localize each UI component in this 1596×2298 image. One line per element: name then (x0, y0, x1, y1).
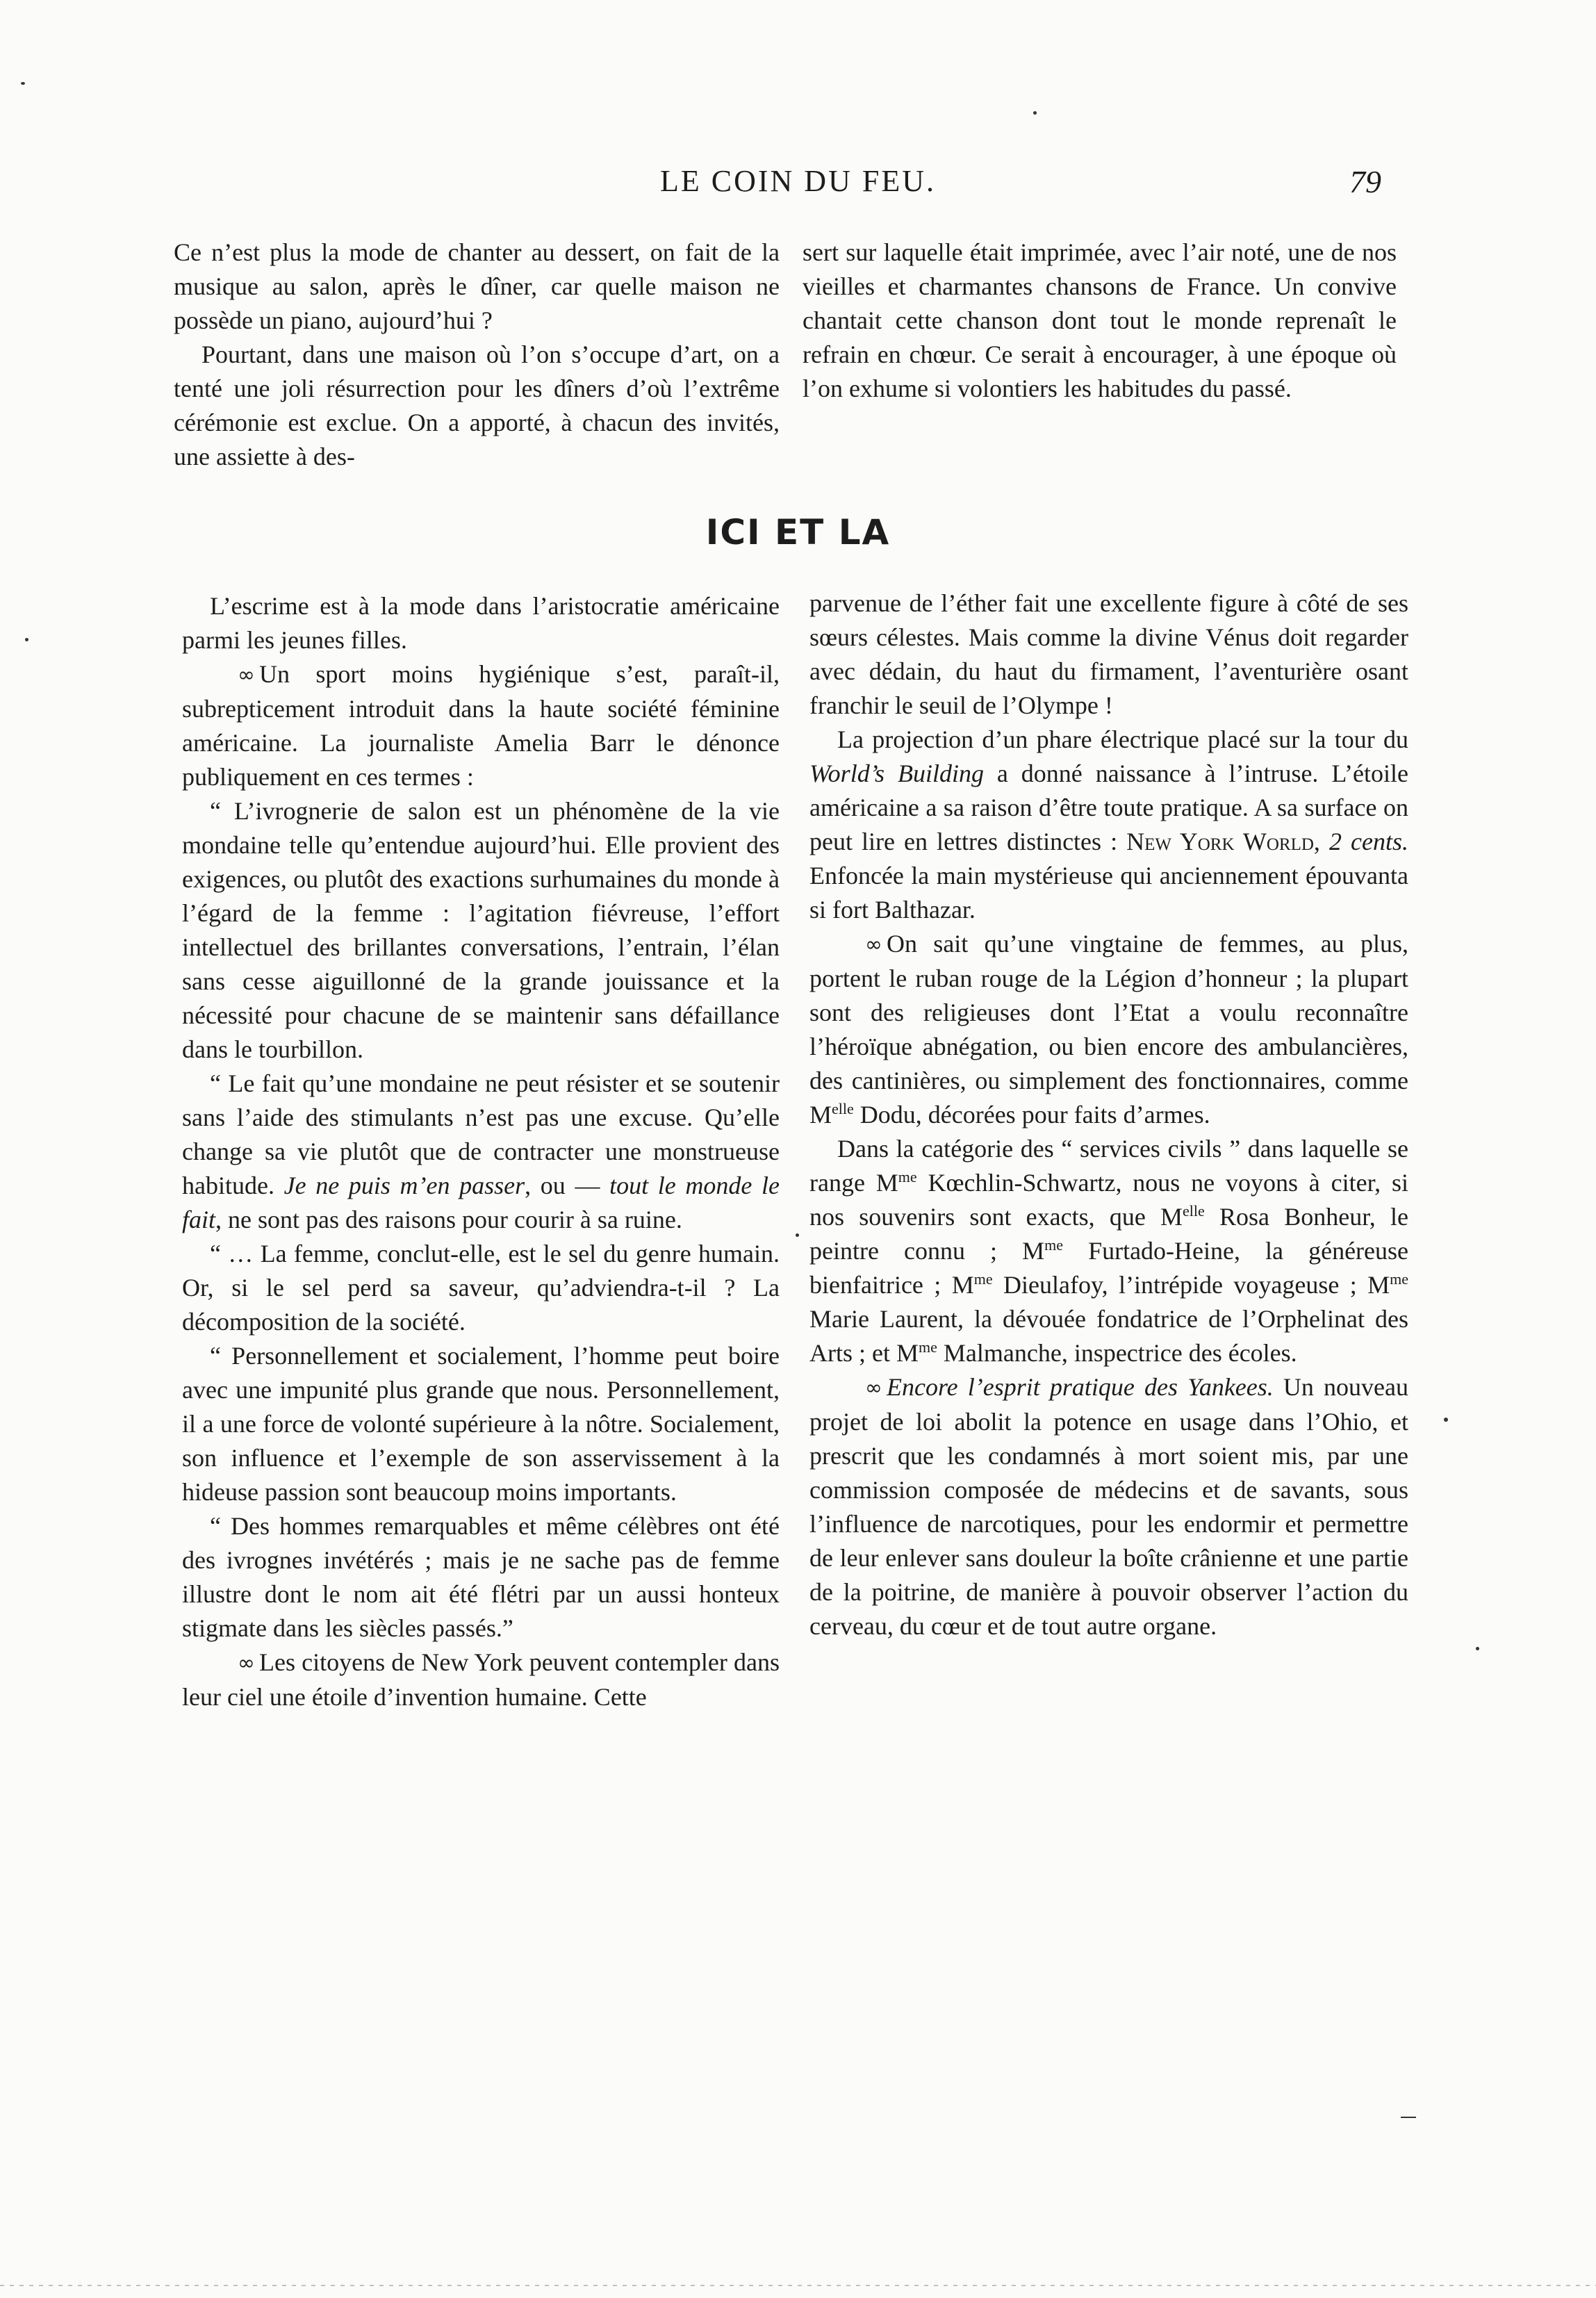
separator-ornament: ∞ (238, 1651, 255, 1675)
paragraph: “ Le fait qu’une mondaine ne peut résister et se soutenir sans l’aide des stimulants n’est pas une excuse. Qu’elle change sa vie plutôt que de contracter une monstrueuse habitude. Je ne puis m’en passer, ou — tout le monde le fait, ne sont pas des raisons pour courir à sa ruine. (182, 1069, 780, 1233)
scan-speck (1401, 2117, 1416, 2118)
paragraph: ∞ On sait qu’une vingtaine de femmes, au plus, portent le ruban rouge de la Légion d’honneur ; la plupart sont des religieuses dont l’Etat a voulu reconnaître l’héroïque abnégation, ou bien encore des ambulancières, des cantinières, ou simplement des fonctionnaires, comme $M^{elle}$ Dodu, décorées pour faits d’armes. (809, 927, 1408, 1132)
running-title: LE COIN DU FEU. (660, 164, 936, 198)
scan-speck (21, 82, 25, 85)
paragraph: parvenue de l’éther fait une excellente figure à côté de ses sœurs célestes. Mais comme la divine Vénus doit regarder avec dédain, du haut du firmament, l’aventurière osant franchir le seuil de l’Olympe ! (809, 589, 1408, 719)
paragraph: “ … La femme, conclut-elle, est le sel du genre humain. Or, si le sel perd sa saveur, qu’adviendra-t-il ? La décomposition de la société. (182, 1240, 780, 1336)
paragraph: “ Personnellement et socialement, l’homme peut boire avec une impunité plus grande que nous. Personnellement, il a une force de volonté supérieure à la nôtre. Socialement, son influence et l’exemple de son asservissement à la hideuse passion sont beaucoup moins importants. (182, 1342, 780, 1506)
paragraph: “ L’ivrognerie de salon est un phénomène de la vie mondaine telle qu’entendue aujourd’hui. Elle provient des exigences, ou plutôt des exactions surhumaines du monde à l’égard de la femme : l’agitation fiévreuse, l’effort intellectuel des brillantes conversations, l’entrain, l’élan sans cesse aiguillonné de la grande jouissance et la nécessité pour chacune de se maintenir sans défaillance dans le tourbillon. (182, 797, 780, 1063)
paragraph: Ce n’est plus la mode de chanter au dessert, on fait de la musique au salon, après le dîner, car quelle maison ne possède un piano, aujourd’hui ? (174, 238, 780, 334)
separator-ornament: ∞ (865, 1376, 882, 1400)
small-caps-phrase: New York World, (1126, 828, 1320, 855)
paragraph: La projection d’un phare électrique placé sur la tour du World’s Building a donné naissance à l’intruse. L’étoile américaine a sa raison d’être toute pratique. A sa surface on peut lire en lettres distinctes : New York World, 2 cents. Enfoncée la main mystérieuse qui anciennement épouvanta si fort Balthazar. (809, 725, 1408, 924)
italic-phrase: World’s Building (809, 760, 984, 787)
paragraph: ∞ Un sport moins hygiénique s’est, paraît-il, subrepticement introduit dans la haute société féminine américaine. La journaliste Amelia Barr le dénonce publiquement en ces termes : (182, 657, 780, 794)
italic-phrase: Je ne puis m’en passer (283, 1172, 525, 1199)
separator-ornament: ∞ (238, 663, 255, 687)
paragraph: “ Des hommes remarquables et même célèbres ont été des ivrognes invétérés ; mais je ne sache pas de femme illustre dont le nom ait été flétri par un aussi honteux stigmate dans les siècles passés.” (182, 1512, 780, 1642)
page-number: 79 (1349, 164, 1381, 199)
paragraph: ∞ Encore l’esprit pratique des Yankees. Un nouveau projet de loi abolit la potence en usage dans l’Ohio, et prescrit que les condamnés à mort soient mis, par une commission composée de médecins et de savants, sous l’influence de narcotiques, pour les endormir et permettre de leur enlever sans douleur la boîte crânienne et une partie de la poitrine, de manière à pouvoir observer l’action du cerveau, du cœur et de tout autre organe. (809, 1370, 1408, 1643)
scan-speck (25, 638, 28, 641)
scan-speck (1476, 1647, 1479, 1650)
paragraph: ∞ Les citoyens de New York peuvent contempler dans leur ciel une étoile d’invention humaine. Cette (182, 1645, 780, 1714)
scan-speck (1033, 111, 1037, 115)
italic-phrase: Encore l’esprit pratique des Yankees. (887, 1373, 1274, 1401)
scan-speck (1444, 1418, 1448, 1422)
scan-edge (0, 2285, 1596, 2286)
top-left-column (174, 236, 780, 474)
paragraph: Dans la catégorie des “ services civils ” dans laquelle se range $M^{me}$ Kœchlin-Schwartz, nous ne voyons à citer, si nos souvenirs sont exacts, que $M^{elle}$ Rosa Bonheur, le peintre connu ; $M^{me}$ Furtado-Heine, la généreuse bienfaitrice ; $M^{me}$ Dieulafoy, l’intrépide voyageuse ; $M^{me}$ Marie Laurent, la dévouée fondatrice de l’Orphelinat des Arts ; et $M^{me}$ Malmanche, inspectrice des écoles. (809, 1135, 1409, 1367)
italic-phrase: tout le monde le fait (182, 1172, 780, 1233)
separator-ornament: ∞ (865, 933, 882, 957)
section-title: ICI ET LA (705, 512, 891, 552)
scan-speck (796, 1233, 799, 1237)
left-column (182, 589, 780, 1714)
italic-phrase: 2 cents. (1328, 828, 1408, 855)
top-right-column (803, 236, 1397, 406)
paragraph: sert sur laquelle était imprimée, avec l’air noté, une de nos vieilles et charmantes chansons de France. Un convive chantait cette chanson dont tout le monde reprenaît le refrain en chœur. Ce serait à encourager, à une époque où l’on exhume si volontiers les habitudes du passé. (803, 238, 1397, 402)
paragraph: Pourtant, dans une maison où l’on s’occupe d’art, on a tenté une joli résurrection pour les dîners d’où l’extrême cérémonie est exclue. On a apporté, à chacun des invités, une assiette à des- (174, 340, 780, 470)
paragraph: L’escrime est à la mode dans l’aristocratie américaine parmi les jeunes filles. (182, 592, 780, 654)
right-column (809, 586, 1408, 1643)
